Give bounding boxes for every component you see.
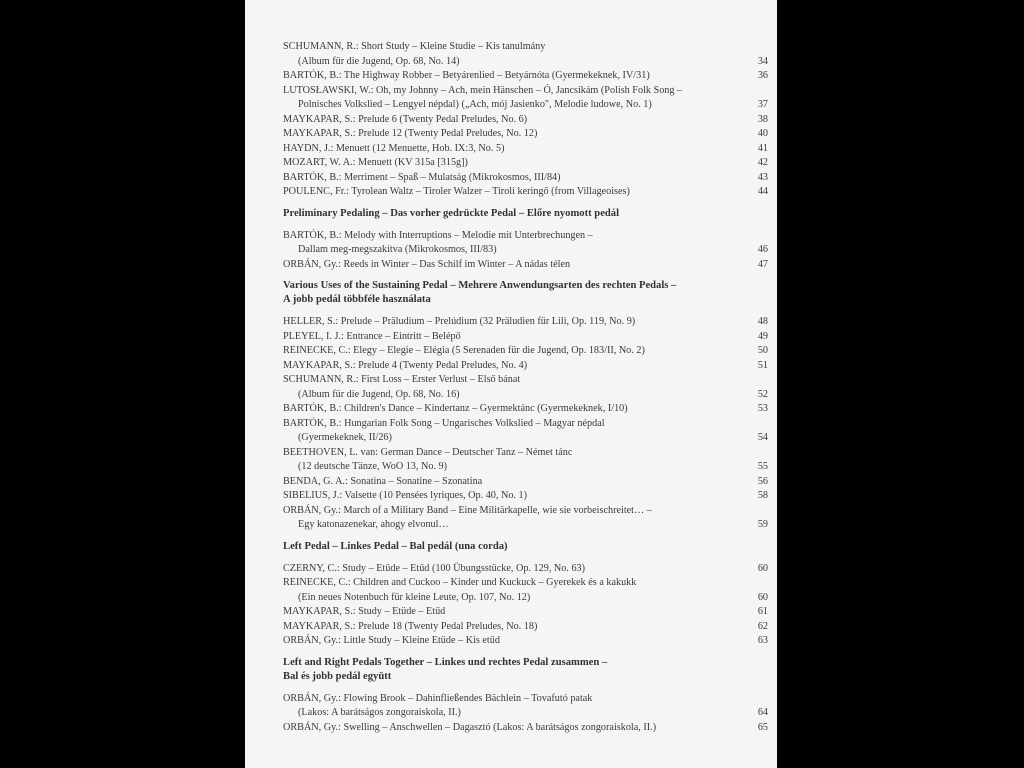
section-heading	[283, 207, 768, 221]
toc-entry-text: POULENC, Fr.: Tyrolean Waltz – Tiroler Walzer – Tiroli keringő (from Villageoises)	[283, 186, 630, 197]
section-heading-line: Bal és jobb pedál együtt	[283, 670, 392, 682]
toc-entry-text: MAYKAPAR, S.: Prelude 4 (Twenty Pedal Preludes, No. 4)	[283, 359, 528, 371]
toc-page-number: 64	[730, 706, 768, 721]
section-heading-line: A jobb pedál többféle használata	[283, 294, 431, 305]
toc-entry-text: SCHUMANN, R.: Short Study – Kleine Studie – Kis tanulmány	[283, 41, 546, 52]
toc-entry[interactable]	[283, 127, 768, 142]
toc-page-number: 61	[730, 605, 768, 620]
toc-entry-text: Polnisches Volkslied – Lengyel népdal) („Ach, mój Jasienko", Melodie ludowe, No. 1)	[298, 99, 652, 110]
toc-entry-text: ORBÁN, Gy.: Flowing Brook – Dahinfließendes Bächlein – Tovafutó patak	[283, 692, 593, 704]
toc-page-number: 46	[730, 243, 768, 258]
toc-page-number: 37	[730, 98, 768, 113]
toc-entry[interactable]	[283, 634, 768, 649]
toc-page-number: 36	[730, 69, 768, 84]
toc-entry[interactable]	[283, 692, 768, 721]
toc-entry-text: (Ein neues Notenbuch für kleine Leute, Op. 107, No. 12)	[298, 591, 531, 603]
toc-page-number: 50	[730, 344, 768, 359]
toc-entry[interactable]	[283, 446, 768, 475]
toc-entry-text: MAYKAPAR, S.: Study – Etüde – Etűd	[283, 606, 446, 617]
toc-entry[interactable]	[283, 156, 768, 171]
toc-page-number: 41	[730, 142, 768, 157]
toc-page-number: 58	[730, 489, 768, 504]
toc-entry-text: BEETHOVEN, L. van: German Dance – Deutscher Tanz – Német tánc	[283, 446, 573, 458]
toc-entry-text: HAYDN, J.: Menuett (12 Menuette, Hob. IX:3, No. 5)	[283, 142, 505, 154]
toc-page-number: 51	[730, 359, 768, 374]
toc-page-number: 63	[730, 634, 768, 649]
toc-page-number: 42	[730, 156, 768, 171]
toc-entry[interactable]	[283, 605, 768, 620]
toc-entry[interactable]	[283, 721, 768, 736]
toc-entry-text: Egy katonazenekar, ahogy elvonul…	[298, 519, 449, 530]
toc-page-number: 59	[730, 518, 768, 533]
toc-entry-text: (Album für die Jugend, Op. 68, No. 16)	[298, 388, 460, 400]
toc-entry[interactable]	[283, 69, 768, 84]
toc-page-number: 60	[730, 562, 768, 577]
toc-entry[interactable]	[283, 417, 768, 446]
toc-entry-text: CZERNY, C.: Study – Etüde – Etűd (100 Übungsstücke, Op. 129, No. 63)	[283, 562, 586, 574]
toc-entry-text: REINECKE, C.: Children and Cuckoo – Kinder und Kuckuck – Gyerekek és a kakukk	[283, 577, 637, 588]
toc-entry-text: (Gyermekeknek, II/26)	[298, 432, 392, 443]
toc-entry-text: BARTÓK, B.: Children's Dance – Kindertanz – Gyermektánc (Gyermekeknek, I/10)	[283, 403, 628, 414]
toc-entry-text: BARTÓK, B.: The Highway Robber – Betyárenlied – Betyárnóta (Gyermekeknek, IV/31)	[283, 70, 650, 81]
toc-entry-text: (12 deutsche Tänze, WoO 13, No. 9)	[298, 461, 448, 472]
toc-entry-text: MOZART, W. A.: Menuett (KV 315a [315g])	[283, 157, 468, 168]
table-of-contents	[283, 40, 768, 735]
toc-page-number: 56	[730, 475, 768, 490]
toc-entry[interactable]	[283, 504, 768, 533]
toc-page-number: 34	[730, 55, 768, 70]
toc-page-number: 44	[730, 185, 768, 200]
toc-entry-text: MAYKAPAR, S.: Prelude 18 (Twenty Pedal Preludes, No. 18)	[283, 620, 538, 632]
book-page	[245, 0, 777, 768]
toc-entry-text: MAYKAPAR, S.: Prelude 6 (Twenty Pedal Preludes, No. 6)	[283, 113, 528, 125]
toc-entry[interactable]	[283, 171, 768, 186]
section-heading	[283, 540, 768, 554]
toc-page-number: 53	[730, 402, 768, 417]
toc-entry[interactable]	[283, 315, 768, 330]
toc-page-number: 49	[730, 330, 768, 345]
toc-entry-text: ORBÁN, Gy.: Swelling – Anschwellen – Dagasztó (Lakos: A barátságos zongoraiskola, II.)	[283, 721, 657, 733]
section-heading-line: Left Pedal – Linkes Pedal – Bal pedál (una corda)	[283, 540, 508, 552]
toc-entry-text: SIBELIUS, J.: Valsette (10 Pensées lyriques, Op. 40, No. 1)	[283, 490, 528, 501]
toc-entry[interactable]	[283, 562, 768, 577]
toc-entry-text: ORBÁN, Gy.: Reeds in Winter – Das Schilf im Winter – A nádas télen	[283, 258, 571, 270]
toc-entry-text: ORBÁN, Gy.: Little Study – Kleine Etüde – Kis etűd	[283, 635, 500, 646]
toc-entry-text: HELLER, S.: Prelude – Präludium – Prelúdium (32 Präludien für Lili, Op. 119, No. 9)	[283, 316, 636, 327]
toc-entry-text: BARTÓK, B.: Melody with Interruptions – Melodie mit Unterbrechungen –	[283, 229, 593, 241]
toc-entry[interactable]	[283, 185, 768, 200]
toc-entry[interactable]	[283, 359, 768, 374]
toc-entry-text: ORBÁN, Gy.: March of a Military Band – Eine Militärkapelle, wie sie vorbeischreitet… –	[283, 504, 652, 516]
toc-page-number: 60	[730, 591, 768, 606]
toc-page-number: 43	[730, 171, 768, 186]
toc-page-number: 40	[730, 127, 768, 142]
section-heading-line: Left and Right Pedals Together – Linkes und rechtes Pedal zusammen –	[283, 656, 608, 668]
toc-entry[interactable]	[283, 344, 768, 359]
toc-entry[interactable]	[283, 620, 768, 635]
toc-entry[interactable]	[283, 475, 768, 490]
toc-entry[interactable]	[283, 258, 768, 273]
toc-entry-text: MAYKAPAR, S.: Prelude 12 (Twenty Pedal Preludes, No. 12)	[283, 128, 538, 139]
toc-entry-text: BARTÓK, B.: Hungarian Folk Song – Ungarisches Volkslied – Magyar népdal	[283, 417, 605, 429]
toc-entry-text: (Album für die Jugend, Op. 68, No. 14)	[298, 55, 460, 67]
section-heading	[283, 656, 768, 684]
toc-entry[interactable]	[283, 402, 768, 417]
toc-page-number: 54	[730, 431, 768, 446]
toc-entry-text: (Lakos: A barátságos zongoraiskola, II.)	[298, 707, 461, 718]
toc-page-number: 55	[730, 460, 768, 475]
toc-page-number: 48	[730, 315, 768, 330]
toc-entry[interactable]	[283, 40, 768, 69]
toc-entry[interactable]	[283, 84, 768, 113]
section-heading-line: Preliminary Pedaling – Das vorher gedrückte Pedal – Előre nyomott pedál	[283, 207, 620, 219]
toc-entry-text: REINECKE, C.: Elegy – Elegie – Elégia (5 Serenaden für die Jugend, Op. 183/II, No. 2)	[283, 345, 645, 356]
toc-entry-text: Dallam meg-megszakítva (Mikrokosmos, III/83)	[298, 244, 497, 255]
section-heading	[283, 279, 768, 307]
toc-entry[interactable]	[283, 489, 768, 504]
toc-entry[interactable]	[283, 373, 768, 402]
toc-entry-text: PLEYEL, I. J.: Entrance – Eintritt – Belépő	[283, 330, 461, 342]
toc-page-number: 38	[730, 113, 768, 128]
toc-page-number: 65	[730, 721, 768, 736]
toc-entry-text: BARTÓK, B.: Merriment – Spaß – Mulatság (Mikrokosmos, III/84)	[283, 171, 561, 183]
toc-entry[interactable]	[283, 113, 768, 128]
toc-entry-text: SCHUMANN, R.: First Loss – Erster Verlust – Első bánat	[283, 374, 521, 385]
toc-entry[interactable]	[283, 229, 768, 258]
section-heading-line: Various Uses of the Sustaining Pedal – Mehrere Anwendungsarten des rechten Pedals –	[283, 280, 677, 291]
toc-page-number: 62	[730, 620, 768, 635]
toc-entry[interactable]	[283, 576, 768, 605]
toc-entry-text: LUTOSŁAWSKI, W.: Oh, my Johnny – Ach, mein Hänschen – Ó, Jancsikám (Polish Folk Song –	[283, 84, 683, 96]
toc-entry-text: BENDA, G. A.: Sonatina – Sonatine – Szonatina	[283, 475, 483, 487]
toc-page-number: 52	[730, 388, 768, 403]
toc-entry[interactable]	[283, 142, 768, 157]
toc-entry[interactable]	[283, 330, 768, 345]
toc-page-number: 47	[730, 258, 768, 273]
